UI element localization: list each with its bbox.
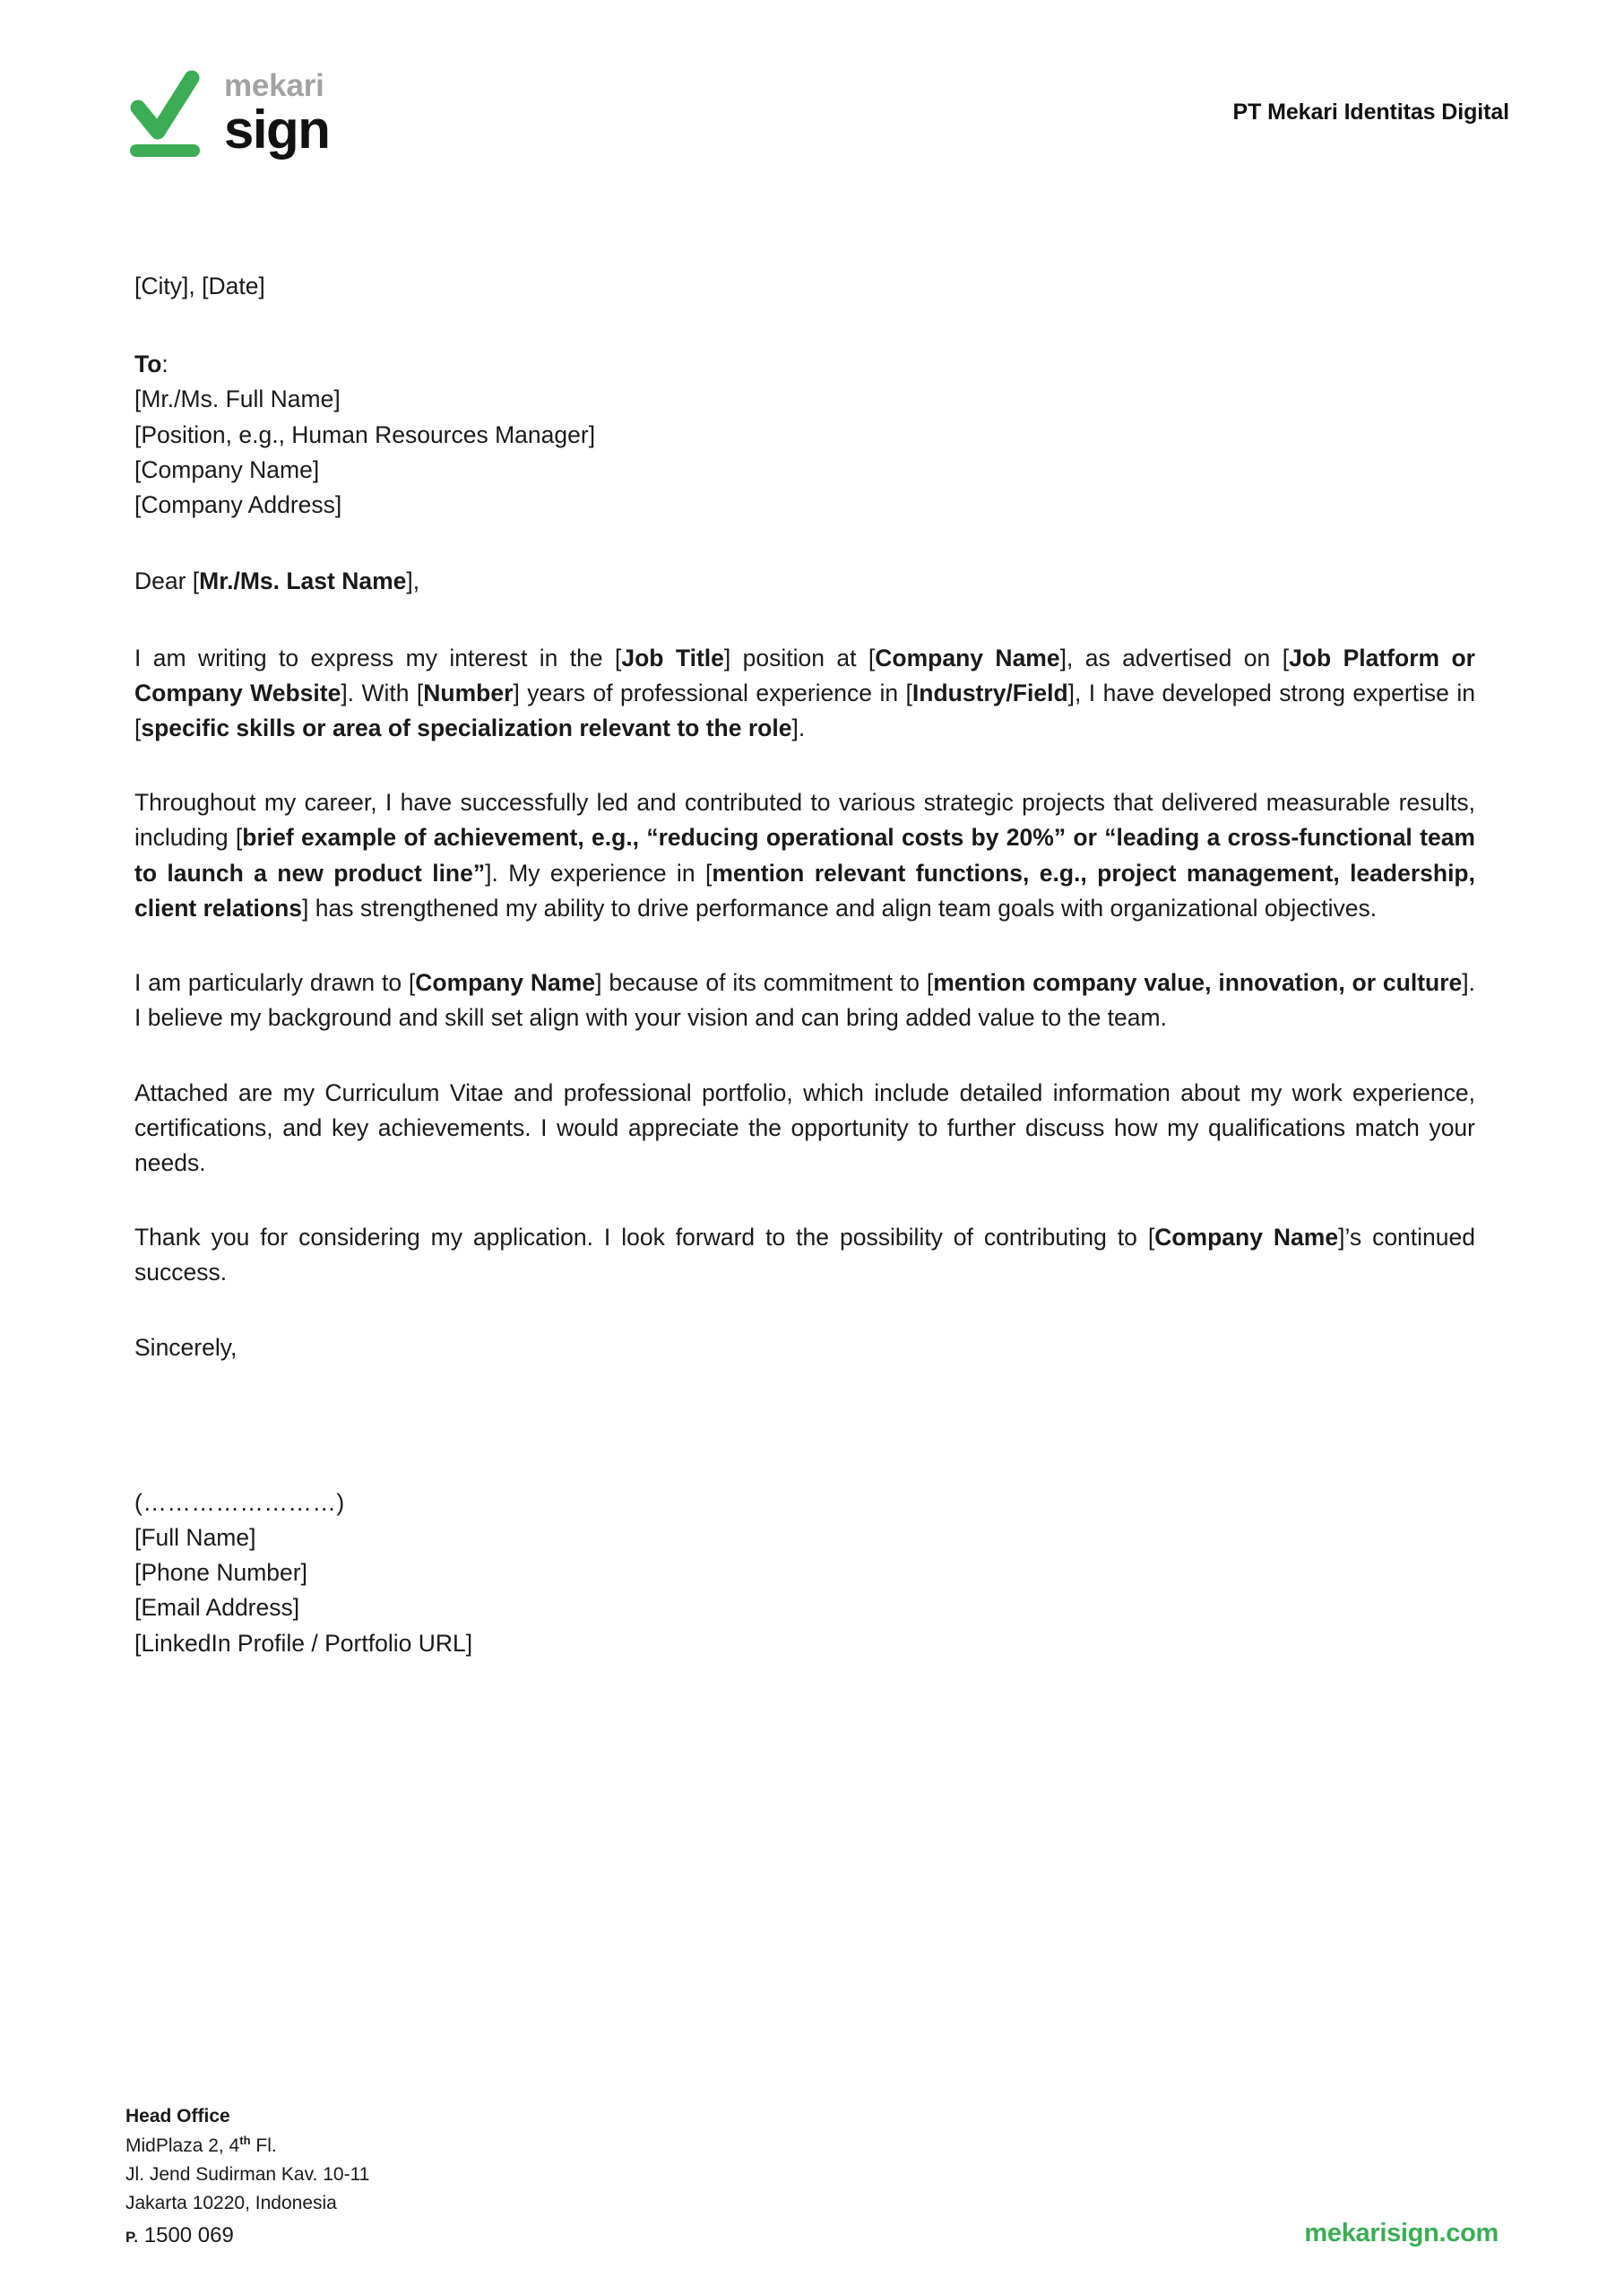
office-address-line-1	[125, 2132, 369, 2161]
placeholder-bold: mention company value, innovation, or culture	[933, 969, 1463, 997]
placeholder-bold: Company Name	[415, 969, 596, 997]
salutation-prefix: Dear [	[134, 567, 200, 595]
to-label-colon: :	[161, 351, 168, 378]
placeholder-bold: Number	[423, 679, 514, 706]
body-text-run: I am particularly drawn to [	[134, 969, 416, 997]
spacer	[134, 1181, 1475, 1220]
recipient-line-company: [Company Name]	[134, 455, 320, 483]
spacer	[134, 1291, 1475, 1330]
placeholder-bold: Job Title	[621, 644, 724, 671]
body-text-run: I am writing to express my interest in the [	[134, 644, 622, 671]
body-text-run: ].	[791, 714, 806, 741]
spacer	[134, 926, 1475, 966]
signature-phone: [Phone Number]	[134, 1559, 307, 1587]
logo-word-mekari: mekari	[224, 67, 324, 103]
body-text-run: ] because of its commitment to [	[595, 969, 934, 997]
paragraph-motivation	[134, 966, 1475, 1035]
spacer	[134, 746, 1475, 785]
signature-full-name: [Full Name]	[134, 1524, 256, 1552]
paragraph-career	[134, 785, 1475, 926]
logo-wordmark	[224, 67, 330, 160]
address-street-pre: MidPlaza 2, 4	[125, 2135, 240, 2156]
body-text-run: ], I have developed strong expertise in [	[134, 679, 1475, 741]
signature-block	[134, 1485, 1475, 1661]
date-line: [City], [Date]	[134, 273, 265, 299]
salutation-suffix: ],	[406, 567, 420, 595]
office-phone-line	[125, 2220, 369, 2252]
signature-dotted-line: (……………………)	[134, 1488, 345, 1516]
placeholder-bold: mention relevant functions, e.g., project management, leadership, client relations	[134, 859, 1475, 922]
recipient-line-address: [Company Address]	[134, 491, 342, 519]
body-text-run: Throughout my career, I have successfully led and contributed to various strategic projects that delivered measurable results, including [	[134, 789, 1475, 852]
to-label-bold: To	[134, 351, 162, 378]
placeholder-bold: Industry/Field	[911, 679, 1068, 706]
spacer	[134, 1036, 1475, 1076]
body-text-run: Thank you for considering my application. I look forward to the possibility of contributing to [	[134, 1224, 1155, 1251]
signature-gap	[134, 1365, 1475, 1485]
green-check-mark-icon	[125, 65, 204, 159]
spacer	[134, 523, 1475, 564]
placeholder-bold: Company Name	[875, 644, 1060, 671]
address-street-post: Fl.	[250, 2135, 277, 2156]
recipient-line-name: [Mr./Ms. Full Name]	[134, 385, 341, 413]
salutation-bold: Mr./Ms. Last Name	[199, 567, 407, 595]
office-address-line-3: Jakarta 10220, Indonesia	[125, 2192, 337, 2213]
body-text-run: ], as advertised on [	[1059, 644, 1290, 671]
head-office-title: Head Office	[125, 2105, 230, 2126]
header-company-name: PT Mekari Identitas Digital	[1232, 99, 1509, 125]
salutation-line	[134, 564, 1475, 599]
letter-footer	[125, 2102, 1499, 2252]
body-text-run: ]. I believe my background and skill set align with your vision and can bring added value to the team.	[134, 969, 1476, 1032]
body-text-run: ] years of professional experience in [	[513, 679, 912, 706]
sign-off: Sincerely,	[134, 1333, 238, 1361]
ordinal-suffix: th	[239, 2133, 251, 2147]
placeholder-bold: Job Platform or Company Website	[134, 644, 1475, 706]
mekari-sign-logo	[125, 65, 329, 159]
letter-body	[134, 269, 1475, 1661]
placeholder-bold: specific skills or area of specialization relevant to the role	[141, 714, 792, 741]
spacer	[134, 600, 1475, 641]
logo-word-sign: sign	[224, 99, 330, 160]
body-text-run: ] has strengthened my ability to drive performance and align team goals with organizational objectives.	[302, 894, 1378, 922]
signature-linkedin: [LinkedIn Profile / Portfolio URL]	[134, 1629, 473, 1657]
website-link[interactable]: mekarisign.com	[1304, 2219, 1499, 2247]
placeholder-bold: Company Name	[1154, 1224, 1339, 1251]
office-address-line-2: Jl. Jend Sudirman Kav. 10-11	[125, 2163, 370, 2185]
letter-header	[0, 0, 1624, 224]
body-text-run: Attached are my Curriculum Vitae and professional portfolio, which include detailed information about my work experience, certifications, and key achievements. I would appreciate the opportunity to further discuss how my qualifications match your needs.	[134, 1078, 1475, 1176]
placeholder-bold: brief example of achievement, e.g., “reducing operational costs by 20%” or “leading a cross-functional team to launch a new product line”	[134, 824, 1475, 887]
phone-number: 1500 069	[143, 2222, 234, 2247]
head-office-block	[125, 2102, 369, 2252]
body-text-run: ]’s continued success.	[134, 1224, 1475, 1286]
body-text-run: ]. With [	[341, 679, 424, 706]
body-text-run: ]. My experience in [	[485, 859, 713, 887]
recipient-line-position: [Position, e.g., Human Resources Manager]	[134, 420, 596, 448]
phone-label: P.	[125, 2228, 139, 2246]
recipient-to-label	[134, 347, 1475, 382]
signature-email: [Email Address]	[134, 1594, 300, 1622]
paragraph-closing	[134, 1220, 1475, 1290]
paragraph-intro	[134, 641, 1475, 747]
spacer	[134, 304, 1475, 347]
paragraph-attachments	[134, 1076, 1475, 1182]
body-text-run: ] position at [	[723, 644, 876, 671]
